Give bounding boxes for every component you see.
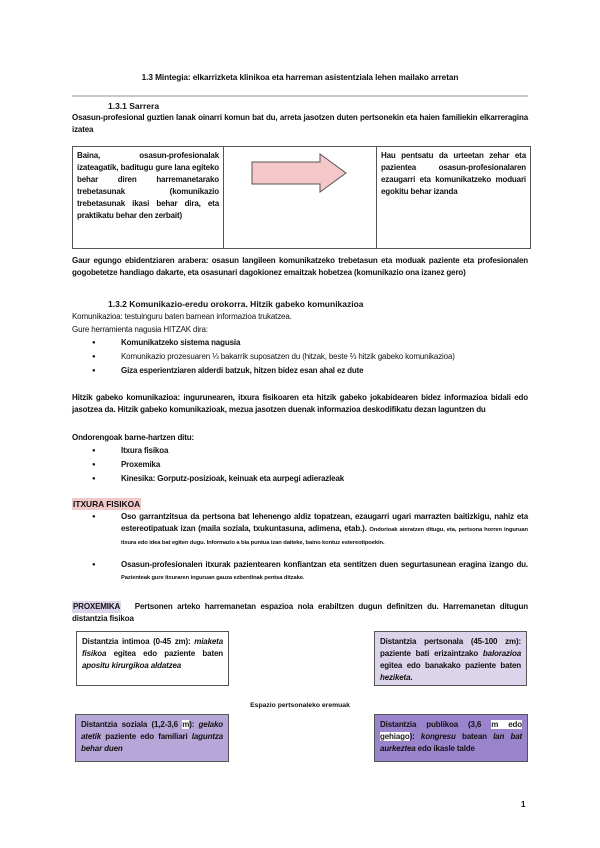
table-cell-middle (224, 147, 377, 248)
communication-definition: Komunikazioa: testuinguru baten barnean informazioa trukatzea. (72, 312, 292, 321)
page-number: 1 (521, 800, 526, 809)
zone-personal-box: Distantzia pertsonala (45-100 zm): paziente bati erizaintzako balorazioa egitea edo banakako paziente baten heziketa. (374, 631, 527, 686)
evidence-paragraph: Gaur egungo ebidentziaren arabera: osasun langileen komunikatzeko trebetasun eta moduak paziente eta profesionalen gogobetetze handiago dakarte, eta osasunari dagokionez emaitzak hobetzea (komunikazio ona izanez gero) (72, 256, 528, 277)
includes-intro: Ondorengoak barne-hartzen ditu: (72, 433, 195, 442)
itxura-bullet-list (72, 511, 528, 584)
list-item: ● Komunikatzeko sistema nagusia (72, 337, 528, 351)
list-item: ● Kinesika: Gorputz-posizioak, keinuak eta aurpegi adierazleak (72, 473, 528, 487)
intro-table (72, 146, 531, 249)
list-item: ● Osasun-profesionalen itxurak pazientearen konfiantzan eta sentitzen duen segurtasunean eragina izango du. Pazienteak gure itxuraren inguruan gauza ezberdinak pentsa ditzake. (72, 559, 528, 584)
title-divider (72, 95, 528, 97)
zone-intimate-box: Distantzia intimoa (0-45 zm): miaketa fisikoa egitea edo paziente baten apositu kirurgikoa aldatzea (76, 631, 229, 686)
nonverbal-paragraph: Hitzik gabeko komunikazioa: ingurunearen, itxura fisikoaren eta hitzik gabeko jokabidearen bidez informazioa bidali edo jasotzea da. Hitzik gabeko komunikazioak, mezua jasotzen duenak informazioa deskodifikatu dezan laguntzen du (72, 393, 528, 414)
tool-bullet-list (72, 337, 528, 379)
zones-caption: Espazio pertsonaleko eremuak (250, 702, 350, 709)
list-item: ● Itxura fisikoa (72, 445, 528, 459)
page-title: 1.3 Mintegia: elkarrizketa klinikoa eta harreman asistentziala lehen mailako arretan (141, 72, 459, 82)
list-item: ● Komunikazio prozesuaren ⅓ bakarrik suposatzen du (hitzak, beste ⅔ hitzik gabeko komunikazioa) (72, 351, 528, 365)
right-arrow-icon (250, 153, 350, 193)
tool-intro: Gure herramienta nagusia HITZAK dira: (72, 325, 208, 334)
list-item: ● Giza esperientziaren alderdi batzuk, hitzen bidez esan ahal ez dute (72, 365, 528, 379)
zone-public-box: Distantzia publikoa (3,6 m edo gehiago): kongresu batean lan bat aurkeztea edo ikasle talde (374, 714, 528, 762)
heading-1-3-1: 1.3.1 Sarrera (108, 101, 160, 111)
heading-1-3-2: 1.3.2 Komunikazio-eredu orokorra. Hitzik gabeko komunikazioa (108, 299, 364, 309)
itxura-fisikoa-tag: ITXURA FISIKOA (73, 499, 141, 509)
list-item: ● Proxemika (72, 459, 528, 473)
zone-social-box: Distantzia soziala (1,2-3,6 m): gelako atetik paziente edo familiari laguntza behar duen (75, 714, 229, 762)
table-cell-right: Hau pentsatu da urteetan zehar eta pazientea osasun-profesionalaren ezaugarri eta komunikatzeko moduari egokitu behar izanda (381, 151, 526, 196)
list-item: ● Oso garrantzitsua da pertsona bat lehenengo aldiz topatzean, ezaugarri ugari marrazten baitizkigu, nahiz eta estereotipatuak izan (maila soziala, txukuntasuna, adimena, etab.). Ondorioak ateratzen ditugu, eta, pertsona horren inguruan itxura edo idea bat egiten dugu. Informazio a bia puntua izan daiteke, baino kontuz estereotipoekin. (72, 511, 528, 559)
table-cell-left: Baina, osasun-profesionalak izateagatik, baditugu gure lana egiteko behar diren harremanetarako trebetasunak (komunikazio trebetasunak ikasi behar dira, eta praktikatu behar den zerbait) (73, 147, 224, 248)
proxemika-paragraph: PROXEMIKA Pertsonen arteko harremanetan espazioa nola erabiltzen dugun definitzen du. Harremanetan ditugun distantzia fisikoa (72, 602, 528, 623)
includes-bullet-list (72, 445, 528, 487)
intro-paragraph: Osasun-profesional guztien lanak oinarri komun bat du, arreta jasotzen duten pertsonekin eta haien familiekin elkarreragina izatea (72, 113, 528, 134)
proxemika-tag: PROXEMIKA (73, 602, 121, 611)
